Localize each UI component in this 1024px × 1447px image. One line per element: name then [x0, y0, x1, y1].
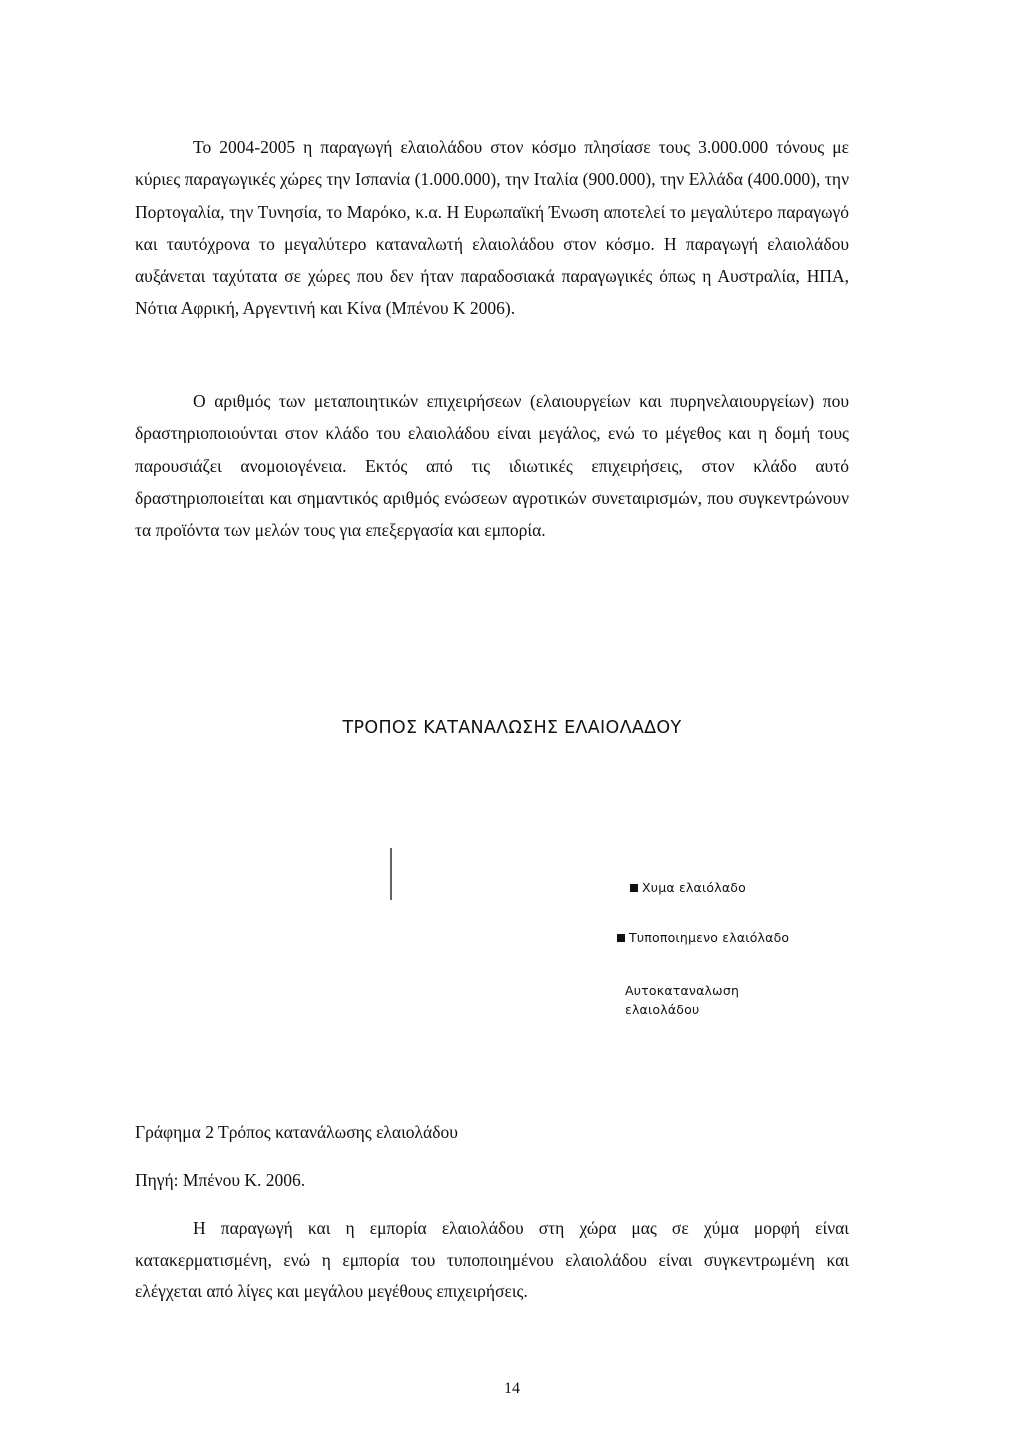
paragraph-trade: Η παραγωγή και η εμπορία ελαιολάδου στη χώρα μας σε χύμα μορφή είναι κατακερματισμένη, ενώ η εμπορία του τυποποιημένου ελαιολάδου είναι συγκεντρωμένη και ελέγχεται από λίγες και μεγάλου μεγέθους επιχειρήσεις.: [135, 1218, 849, 1301]
paragraph-processing-businesses: Ο αριθμός των μεταποιητικών επιχειρήσεων (ελαιουργείων και πυρηνελαιουργείων) που δραστηριοποιούνται στον κλάδο του ελαιολάδου είναι μεγάλος, ενώ το μέγεθος και η δομή τους παρουσιάζει ανομοιογένεια. Εκτός από τις ιδιωτικές επιχειρήσεις, στον κλάδο αυτό δραστηριοποιείται και σημαντικός αριθμός ενώσεων αγροτικών συνεταιρισμών, που συγκεντρώνουν τα προϊόντα των μελών τους για επεξεργασία και εμπορία.: [135, 391, 849, 541]
chart-title: ΤΡΟΠΟΣ ΚΑΤΑΝΑΛΩΣΗΣ ΕΛΑΙΟΛΑΔΟΥ: [342, 718, 682, 738]
legend-label-packaged: Τυποποιημενο ελαιόλαδο: [629, 930, 790, 945]
legend-item-self-consumption: [625, 981, 745, 1019]
legend-label-bulk: Χυμα ελαιόλαδο: [642, 880, 746, 895]
legend-item-packaged-oil: [617, 928, 789, 947]
figure-caption: Γράφημα 2 Τρόπος κατανάλωσης ελαιολάδου: [135, 1122, 458, 1142]
page-number: 14: [504, 1380, 520, 1397]
legend-swatch-bulk: [630, 884, 638, 892]
pie-chart: [380, 840, 850, 1040]
paragraph-production: Το 2004-2005 η παραγωγή ελαιολάδου στον κόσμο πλησίασε τους 3.000.000 τόνους με κύριες παραγωγικές χώρες την Ισπανία (1.000.000), την Ιταλία (900.000), την Ελλάδα (400.000), την Πορτογαλία, την Τυνησία, το Μαρόκο, κ.α. Η Ευρωπαϊκή Ένωση αποτελεί το μεγαλύτερο παραγωγό και ταυτόχρονα το μεγαλύτερο καταναλωτή ελαιολάδου στον κόσμο. Η παραγωγή ελαιολάδου αυξάνεται ταχύτατα σε χώρες που δεν ήταν παραδοσιακά παραγωγικές όπως η Αυστραλία, ΗΠΑ, Νότια Αφρική, Αργεντινή και Κίνα (Μπένου Κ 2006).: [135, 137, 849, 319]
legend-item-bulk-oil: [630, 878, 746, 897]
legend-label-self-consumption: Αυτοκαταναλωση ελαιολάδου: [625, 983, 740, 1017]
legend-swatch-packaged: [617, 934, 625, 942]
figure-source: Πηγή: Μπένου Κ. 2006.: [135, 1170, 306, 1190]
